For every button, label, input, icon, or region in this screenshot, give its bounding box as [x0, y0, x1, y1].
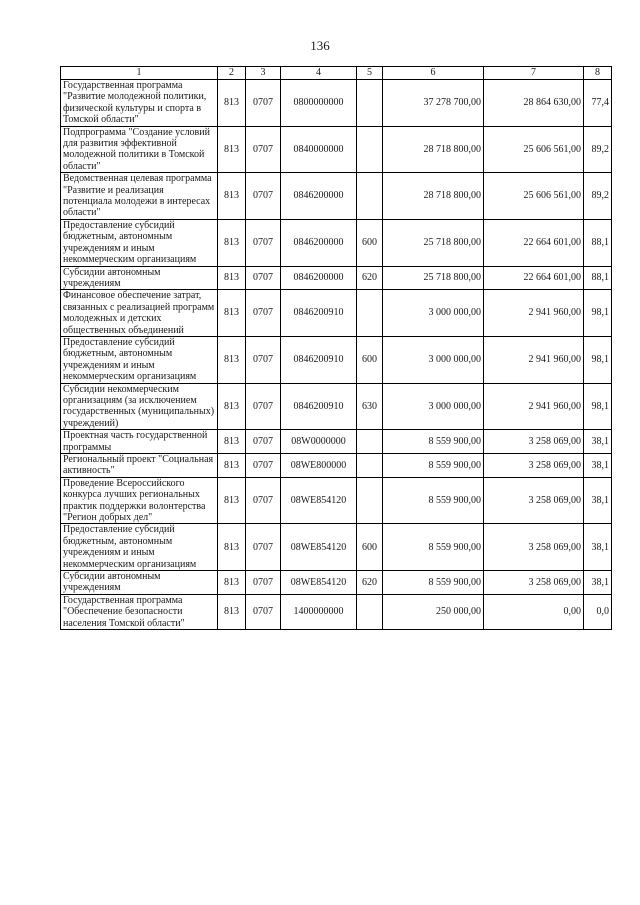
row-ved-cell: 813 — [218, 290, 246, 337]
row-target-article-cell: 08WE800000 — [281, 454, 357, 478]
row-percent-cell: 77,4 — [584, 80, 612, 127]
row-ved-cell: 813 — [218, 571, 246, 595]
row-plan-amount-cell: 250 000,00 — [383, 594, 484, 629]
row-section-cell: 0707 — [246, 594, 281, 629]
row-actual-amount-cell: 3 258 069,00 — [484, 477, 584, 524]
table-row — [61, 126, 612, 173]
row-actual-amount-cell: 3 258 069,00 — [484, 571, 584, 595]
row-percent-cell: 88,1 — [584, 266, 612, 290]
row-plan-amount-cell: 28 718 800,00 — [383, 173, 484, 220]
row-expense-type-cell: 600 — [357, 219, 383, 266]
row-plan-amount-cell: 8 559 900,00 — [383, 430, 484, 454]
row-plan-amount-cell: 8 559 900,00 — [383, 454, 484, 478]
row-percent-cell: 98,1 — [584, 336, 612, 383]
row-expense-type-cell: 630 — [357, 383, 383, 430]
column-header: 3 — [246, 67, 281, 80]
row-actual-amount-cell: 3 258 069,00 — [484, 454, 584, 478]
column-number-row — [61, 67, 612, 80]
row-expense-type-cell: 600 — [357, 336, 383, 383]
row-expense-type-cell — [357, 173, 383, 220]
table-row — [61, 173, 612, 220]
column-header: 1 — [61, 67, 218, 80]
row-percent-cell: 38,1 — [584, 571, 612, 595]
row-actual-amount-cell: 3 258 069,00 — [484, 524, 584, 571]
row-section-cell: 0707 — [246, 571, 281, 595]
budget-table — [60, 66, 612, 630]
row-ved-cell: 813 — [218, 219, 246, 266]
row-expense-type-cell: 620 — [357, 571, 383, 595]
table-row — [61, 219, 612, 266]
row-name-cell: Государственная программа "Обеспечение безопасности населения Томской области" — [61, 594, 218, 629]
column-header: 2 — [218, 67, 246, 80]
row-section-cell: 0707 — [246, 266, 281, 290]
row-section-cell: 0707 — [246, 173, 281, 220]
table-row — [61, 571, 612, 595]
row-section-cell: 0707 — [246, 383, 281, 430]
row-actual-amount-cell: 2 941 960,00 — [484, 383, 584, 430]
row-percent-cell: 98,1 — [584, 290, 612, 337]
row-ved-cell: 813 — [218, 266, 246, 290]
row-section-cell: 0707 — [246, 430, 281, 454]
row-target-article-cell: 08WE854120 — [281, 477, 357, 524]
row-expense-type-cell: 600 — [357, 524, 383, 571]
row-section-cell: 0707 — [246, 219, 281, 266]
table-row — [61, 524, 612, 571]
row-actual-amount-cell: 2 941 960,00 — [484, 290, 584, 337]
row-name-cell: Проведение Всероссийского конкурса лучших региональных практик поддержки волонтерства "Регион добрых дел" — [61, 477, 218, 524]
row-ved-cell: 813 — [218, 80, 246, 127]
row-plan-amount-cell: 37 278 700,00 — [383, 80, 484, 127]
row-target-article-cell: 0840000000 — [281, 126, 357, 173]
row-target-article-cell: 0846200910 — [281, 383, 357, 430]
row-actual-amount-cell: 0,00 — [484, 594, 584, 629]
row-ved-cell: 813 — [218, 430, 246, 454]
row-target-article-cell: 08WE854120 — [281, 571, 357, 595]
row-plan-amount-cell: 8 559 900,00 — [383, 477, 484, 524]
row-plan-amount-cell: 8 559 900,00 — [383, 524, 484, 571]
row-name-cell: Государственная программа "Развитие молодежной политики, физической культуры и спорта в Томской области" — [61, 80, 218, 127]
row-plan-amount-cell: 3 000 000,00 — [383, 336, 484, 383]
row-ved-cell: 813 — [218, 594, 246, 629]
row-percent-cell: 38,1 — [584, 524, 612, 571]
column-header: 6 — [383, 67, 484, 80]
column-header: 5 — [357, 67, 383, 80]
row-name-cell: Предоставление субсидий бюджетным, автономным учреждениям и иным некоммерческим организациям — [61, 336, 218, 383]
column-header: 4 — [281, 67, 357, 80]
row-actual-amount-cell: 22 664 601,00 — [484, 266, 584, 290]
table-row — [61, 430, 612, 454]
table-row — [61, 266, 612, 290]
row-name-cell: Ведомственная целевая программа "Развитие и реализация потенциала молодежи в интересах области" — [61, 173, 218, 220]
row-name-cell: Предоставление субсидий бюджетным, автономным учреждениям и иным некоммерческим организациям — [61, 524, 218, 571]
row-section-cell: 0707 — [246, 477, 281, 524]
row-section-cell: 0707 — [246, 80, 281, 127]
row-expense-type-cell — [357, 80, 383, 127]
table-row — [61, 594, 612, 629]
row-ved-cell: 813 — [218, 477, 246, 524]
row-section-cell: 0707 — [246, 336, 281, 383]
column-header: 7 — [484, 67, 584, 80]
row-target-article-cell: 1400000000 — [281, 594, 357, 629]
table-row — [61, 80, 612, 127]
row-actual-amount-cell: 25 606 561,00 — [484, 126, 584, 173]
row-expense-type-cell — [357, 594, 383, 629]
row-plan-amount-cell: 8 559 900,00 — [383, 571, 484, 595]
row-name-cell: Субсидии некоммерческим организациям (за исключением государственных (муниципальных) учреждений) — [61, 383, 218, 430]
row-target-article-cell: 0846200000 — [281, 266, 357, 290]
row-section-cell: 0707 — [246, 524, 281, 571]
row-expense-type-cell — [357, 126, 383, 173]
row-target-article-cell: 0846200910 — [281, 336, 357, 383]
row-percent-cell: 89,2 — [584, 173, 612, 220]
row-expense-type-cell — [357, 430, 383, 454]
row-percent-cell: 38,1 — [584, 477, 612, 524]
row-name-cell: Проектная часть государственной программы — [61, 430, 218, 454]
row-percent-cell: 98,1 — [584, 383, 612, 430]
row-target-article-cell: 08WE854120 — [281, 524, 357, 571]
row-plan-amount-cell: 3 000 000,00 — [383, 383, 484, 430]
row-plan-amount-cell: 25 718 800,00 — [383, 266, 484, 290]
row-ved-cell: 813 — [218, 126, 246, 173]
row-ved-cell: 813 — [218, 383, 246, 430]
row-plan-amount-cell: 3 000 000,00 — [383, 290, 484, 337]
row-name-cell: Субсидии автономным учреждениям — [61, 266, 218, 290]
row-target-article-cell: 0846200000 — [281, 219, 357, 266]
row-target-article-cell: 0800000000 — [281, 80, 357, 127]
row-plan-amount-cell: 25 718 800,00 — [383, 219, 484, 266]
row-name-cell: Предоставление субсидий бюджетным, автономным учреждениям и иным некоммерческим организациям — [61, 219, 218, 266]
row-section-cell: 0707 — [246, 454, 281, 478]
row-percent-cell: 38,1 — [584, 454, 612, 478]
row-target-article-cell: 0846200910 — [281, 290, 357, 337]
row-expense-type-cell — [357, 290, 383, 337]
table-row — [61, 290, 612, 337]
row-percent-cell: 89,2 — [584, 126, 612, 173]
row-name-cell: Региональный проект "Социальная активность" — [61, 454, 218, 478]
row-ved-cell: 813 — [218, 454, 246, 478]
row-expense-type-cell — [357, 477, 383, 524]
row-expense-type-cell — [357, 454, 383, 478]
row-percent-cell: 38,1 — [584, 430, 612, 454]
row-target-article-cell: 0846200000 — [281, 173, 357, 220]
row-name-cell: Субсидии автономным учреждениям — [61, 571, 218, 595]
table-row — [61, 454, 612, 478]
row-ved-cell: 813 — [218, 524, 246, 571]
row-target-article-cell: 08W0000000 — [281, 430, 357, 454]
row-section-cell: 0707 — [246, 290, 281, 337]
row-actual-amount-cell: 2 941 960,00 — [484, 336, 584, 383]
row-ved-cell: 813 — [218, 173, 246, 220]
row-actual-amount-cell: 3 258 069,00 — [484, 430, 584, 454]
row-name-cell: Финансовое обеспечение затрат, связанных с реализацией программ молодежных и детских общественных объединений — [61, 290, 218, 337]
column-header: 8 — [584, 67, 612, 80]
page-number: 136 — [310, 38, 330, 53]
table-row — [61, 383, 612, 430]
row-percent-cell: 0,0 — [584, 594, 612, 629]
row-actual-amount-cell: 25 606 561,00 — [484, 173, 584, 220]
row-name-cell: Подпрограмма "Создание условий для развития эффективной молодежной политики в Томской области" — [61, 126, 218, 173]
table-row — [61, 477, 612, 524]
row-expense-type-cell: 620 — [357, 266, 383, 290]
row-actual-amount-cell: 22 664 601,00 — [484, 219, 584, 266]
table-row — [61, 336, 612, 383]
row-percent-cell: 88,1 — [584, 219, 612, 266]
row-section-cell: 0707 — [246, 126, 281, 173]
row-plan-amount-cell: 28 718 800,00 — [383, 126, 484, 173]
row-actual-amount-cell: 28 864 630,00 — [484, 80, 584, 127]
row-ved-cell: 813 — [218, 336, 246, 383]
